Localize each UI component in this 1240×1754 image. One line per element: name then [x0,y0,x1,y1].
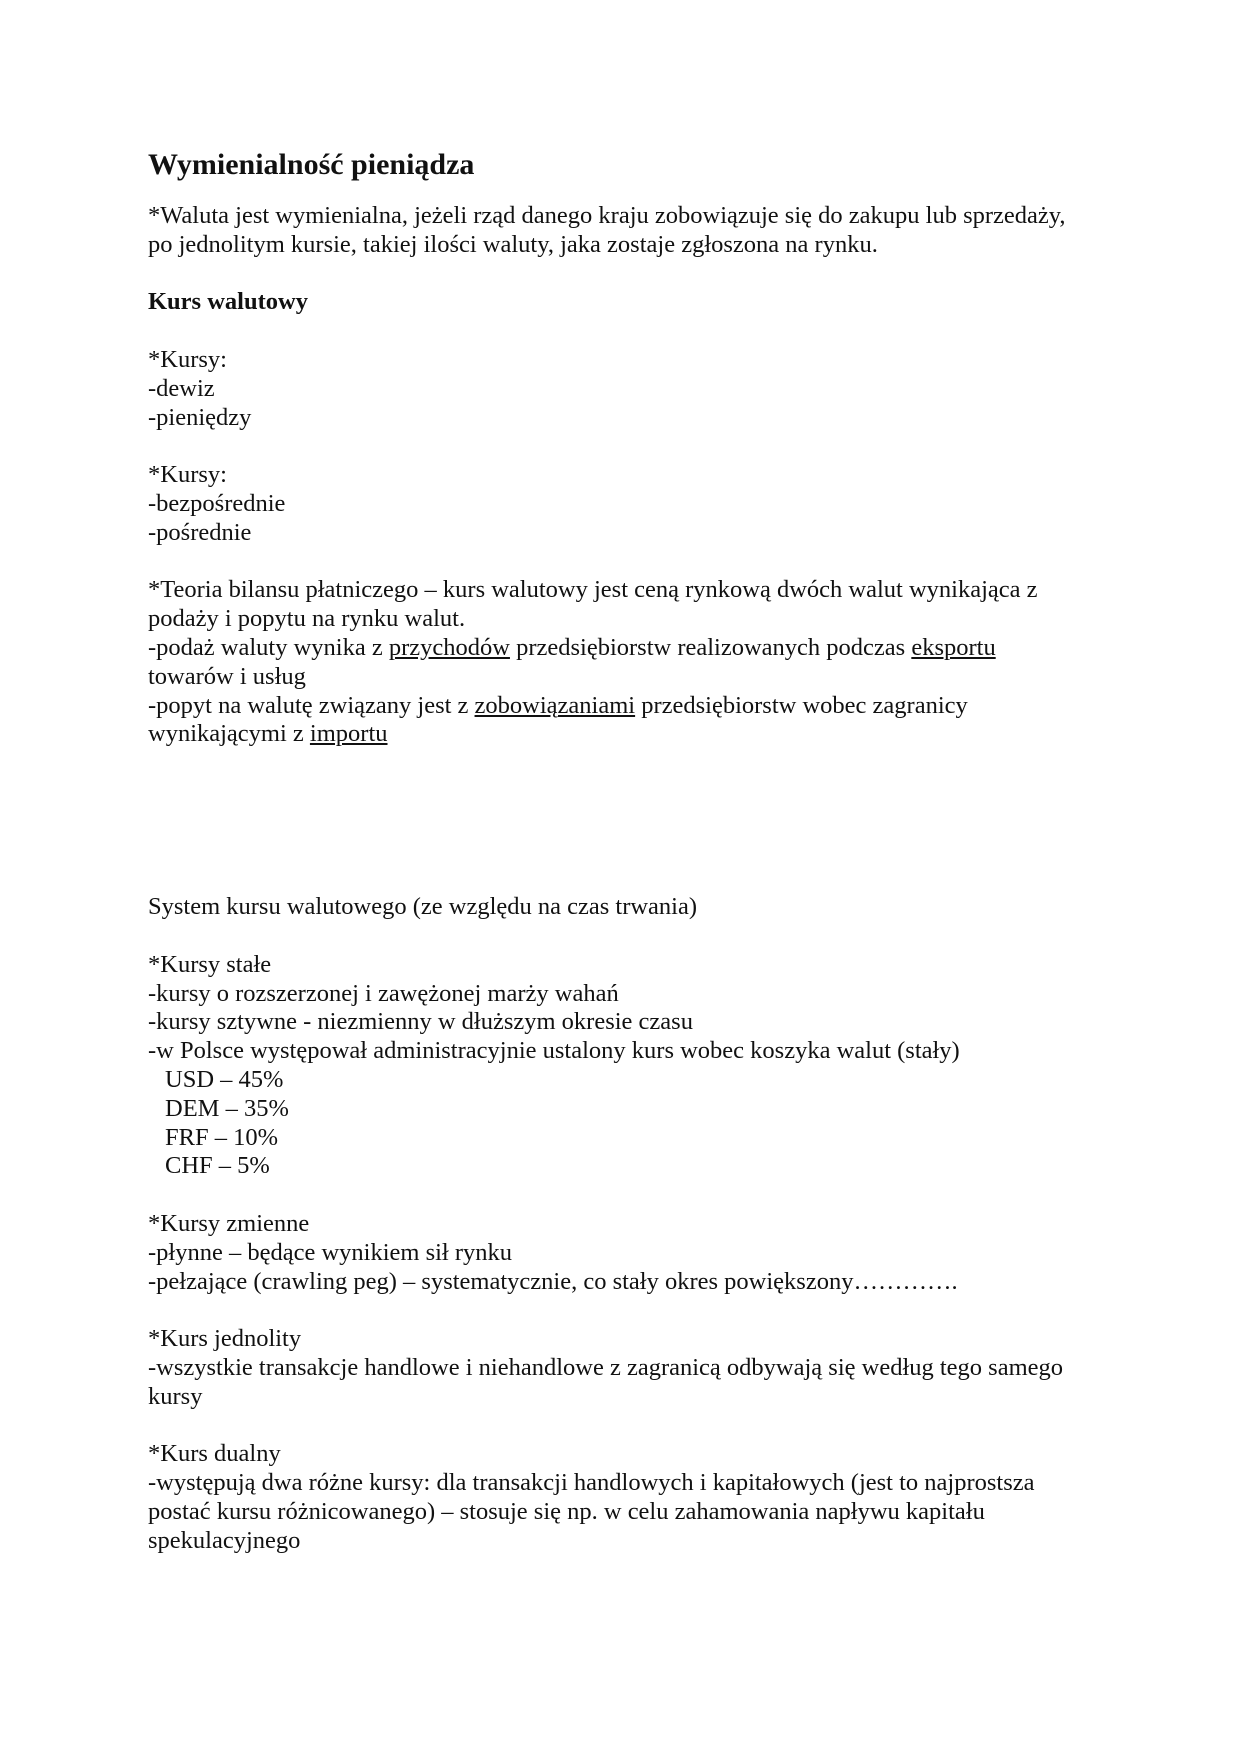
kurs-jednolity-section [148,1325,1108,1411]
link-importu[interactable]: importu [309,720,388,748]
basket-item-chf: CHF – 5% [165,1152,270,1180]
popyt-line: -popyt na walutę związany jest z zobowiązaniami przedsiębiorstw wobec zagranicy [148,691,968,719]
document-page [148,148,1108,1555]
dualny-line-1: -występują dwa różne kursy: dla transakcji handlowych i kapitałowych (jest to najprostsza [148,1469,1035,1497]
list-head: *Kursy: [148,345,227,373]
dualny-line-3: spekulacyjnego [148,1526,301,1554]
list-item: -bezpośrednie [148,489,286,517]
list-item: -pośrednie [148,518,252,546]
teoria-line-1: *Teoria bilansu płatniczego – kurs walutowy jest ceną rynkową dwóch walut wynikająca z [148,576,1038,604]
list-head: *Kursy stałe [148,950,272,978]
kurs-dualny-section [148,1440,1108,1555]
list-head: *Kursy: [148,461,227,489]
section-heading-kurs-walutowy: Kurs walutowy [148,288,308,316]
popyt-line-2: wynikającymi z importu [148,720,388,748]
list-head: *Kursy zmienne [148,1209,310,1237]
list-item: -kursy sztywne - niezmienny w dłuższym okresie czasu [148,1008,693,1036]
link-eksportu[interactable]: eksportu [911,633,996,661]
kursy-list-2 [148,461,1108,547]
link-zobowiazaniami[interactable]: zobowiązaniami [474,691,636,719]
jednolity-line-2: kursy [148,1382,203,1410]
basket-item-dem: DEM – 35% [165,1094,289,1122]
kursy-zmienne-section [148,1210,1108,1296]
list-item: -kursy o rozszerzonej i zawężonej marży wahań [148,979,619,1007]
link-przychodow[interactable]: przychodów [388,633,510,661]
list-item: -pieniędzy [148,403,252,431]
dualny-line-2: postać kursu różnicowanego) – stosuje się np. w celu zahamowania napływu kapitału [148,1497,985,1525]
podaz-line-2: towarów i usług [148,662,306,690]
teoria-line-2: podaży i popytu na rynku walut. [148,605,466,633]
podaz-line: -podaż waluty wynika z przychodów przedsiębiorstw realizowanych podczas eksportu [148,633,996,661]
list-item: -dewiz [148,374,215,402]
basket-item-frf: FRF – 10% [165,1123,279,1151]
list-item: -pełzające (crawling peg) – systematycznie, co stały okres powiększony…………. [148,1267,958,1295]
intro-paragraph [148,202,1108,260]
basket-item-usd: USD – 45% [165,1065,284,1093]
list-item: -w Polsce występował administracyjnie ustalony kurs wobec koszyka walut (stały) [148,1037,960,1065]
list-head: *Kurs dualny [148,1440,281,1468]
teoria-paragraph [148,576,1108,749]
kursy-list-1 [148,346,1108,432]
jednolity-line-1: -wszystkie transakcje handlowe i niehandlowe z zagranicą odbywają się według tego samego [148,1353,1064,1381]
system-heading: System kursu walutowego (ze względu na czas trwania) [148,893,698,921]
list-head: *Kurs jednolity [148,1325,302,1353]
page-title: Wymienialność pieniądza [148,148,475,181]
list-item: -płynne – będące wynikiem sił rynku [148,1238,513,1266]
intro-line-1: *Waluta jest wymienialna, jeżeli rząd danego kraju zobowiązuje się do zakupu lub sprzedaży, [148,202,1066,229]
kursy-stale-section [148,951,1108,1181]
intro-line-2: po jednolitym kursie, takiej ilości waluty, jaka zostaje zgłoszona na rynku. [148,230,878,258]
